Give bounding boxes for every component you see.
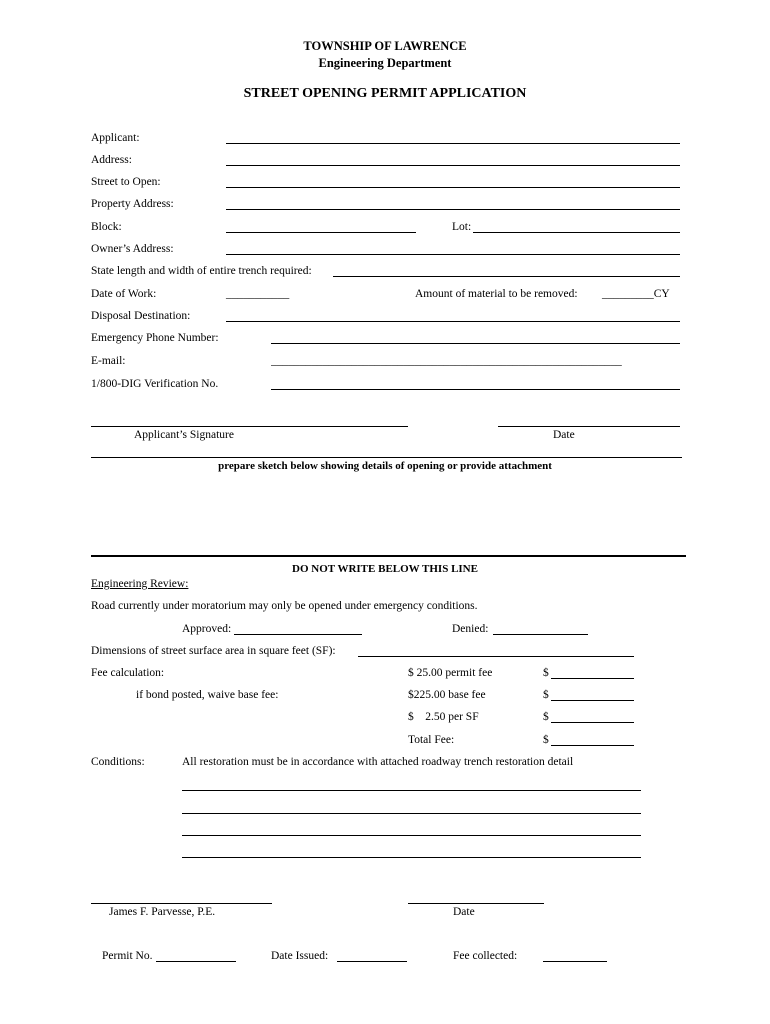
- department-name: Engineering Department: [318, 56, 452, 70]
- dig-field[interactable]: [271, 389, 680, 390]
- owners-address-label: Owner’s Address:: [91, 243, 174, 255]
- conditions-label: Conditions:: [91, 756, 145, 768]
- bond-label: if bond posted, waive base fee:: [136, 689, 279, 701]
- form-title: STREET OPENING PERMIT APPLICATION: [243, 86, 527, 101]
- block-field[interactable]: [226, 232, 416, 233]
- fee-collected-field[interactable]: [543, 961, 607, 962]
- date-issued-label: Date Issued:: [271, 950, 329, 962]
- lot-field[interactable]: [473, 232, 680, 233]
- denied-label: Denied:: [452, 623, 489, 635]
- total-fee-label: Total Fee:: [408, 734, 455, 746]
- lot-label: Lot:: [452, 221, 472, 233]
- trench-label: State length and width of entire trench required:: [91, 265, 312, 277]
- sketch-instruction: prepare sketch below showing details of opening or provide attachment: [218, 460, 552, 472]
- date-issued-field[interactable]: [337, 961, 407, 962]
- amount-material-field[interactable]: _________CY: [602, 288, 670, 300]
- email-field[interactable]: _____________________________________________________________: [271, 355, 622, 367]
- total-fee-dollar: $: [543, 734, 549, 746]
- denied-field[interactable]: [493, 634, 588, 635]
- property-address-label: Property Address:: [91, 198, 174, 210]
- trench-field[interactable]: [333, 276, 680, 277]
- email-label: E-mail:: [91, 355, 126, 367]
- fee-collected-label: Fee collected:: [453, 950, 518, 962]
- applicant-label: Applicant:: [91, 132, 140, 144]
- conditions-line-1[interactable]: [182, 790, 641, 791]
- base-fee-field[interactable]: [551, 700, 634, 701]
- property-address-field[interactable]: [226, 209, 680, 210]
- owners-address-field[interactable]: [226, 254, 680, 255]
- base-fee-label: $225.00 base fee: [408, 689, 486, 701]
- date-of-work-label: Date of Work:: [91, 288, 157, 300]
- block-label: Block:: [91, 221, 122, 233]
- approved-field[interactable]: [234, 634, 362, 635]
- conditions-text: All restoration must be in accordance with attached roadway trench restoration detail: [182, 756, 574, 768]
- divider-top: [91, 457, 682, 458]
- disposal-field[interactable]: [226, 321, 680, 322]
- engineer-date-label: Date: [453, 906, 475, 918]
- review-heading: Engineering Review:: [91, 578, 189, 590]
- permit-no-label: Permit No.: [102, 950, 153, 962]
- dig-label: 1/800-DIG Verification No.: [91, 378, 219, 390]
- conditions-line-4[interactable]: [182, 857, 641, 858]
- dimensions-field[interactable]: [358, 656, 634, 657]
- permit-fee-label: $ 25.00 permit fee: [408, 667, 493, 679]
- amount-material-label: Amount of material to be removed:: [415, 288, 578, 300]
- address-label: Address:: [91, 154, 132, 166]
- fee-calculation-label: Fee calculation:: [91, 667, 165, 679]
- engineer-date-line[interactable]: [408, 903, 544, 904]
- address-field[interactable]: [226, 165, 680, 166]
- applicant-signature-line[interactable]: [91, 426, 408, 427]
- date-of-work-field[interactable]: ___________: [226, 288, 290, 300]
- street-to-open-label: Street to Open:: [91, 176, 161, 188]
- engineer-signature-line[interactable]: [91, 903, 272, 904]
- per-sf-dollar: $: [543, 711, 549, 723]
- permit-fee-field[interactable]: [551, 678, 634, 679]
- total-fee-field[interactable]: [551, 745, 634, 746]
- do-not-write-label: DO NOT WRITE BELOW THIS LINE: [292, 563, 478, 575]
- engineer-name: James F. Parvesse, P.E.: [109, 906, 216, 918]
- base-fee-dollar: $: [543, 689, 549, 701]
- applicant-field[interactable]: [226, 143, 680, 144]
- permit-no-field[interactable]: [156, 961, 236, 962]
- emergency-phone-field[interactable]: [271, 343, 680, 344]
- per-sf-label: $ 2.50 per SF: [408, 711, 479, 723]
- approved-label: Approved:: [182, 623, 232, 635]
- dimensions-label: Dimensions of street surface area in square feet (SF):: [91, 645, 336, 657]
- disposal-label: Disposal Destination:: [91, 310, 191, 322]
- per-sf-field[interactable]: [551, 722, 634, 723]
- street-to-open-field[interactable]: [226, 187, 680, 188]
- signature-date-label: Date: [553, 429, 575, 441]
- conditions-line-2[interactable]: [182, 813, 641, 814]
- moratorium-text: Road currently under moratorium may only be opened under emergency conditions.: [91, 600, 478, 612]
- permit-fee-dollar: $: [543, 667, 549, 679]
- emergency-phone-label: Emergency Phone Number:: [91, 332, 219, 344]
- township-name: TOWNSHIP OF LAWRENCE: [303, 39, 467, 53]
- signature-date-line[interactable]: [498, 426, 680, 427]
- divider-do-not-write: [91, 555, 686, 557]
- applicant-signature-label: Applicant’s Signature: [134, 429, 234, 441]
- conditions-line-3[interactable]: [182, 835, 641, 836]
